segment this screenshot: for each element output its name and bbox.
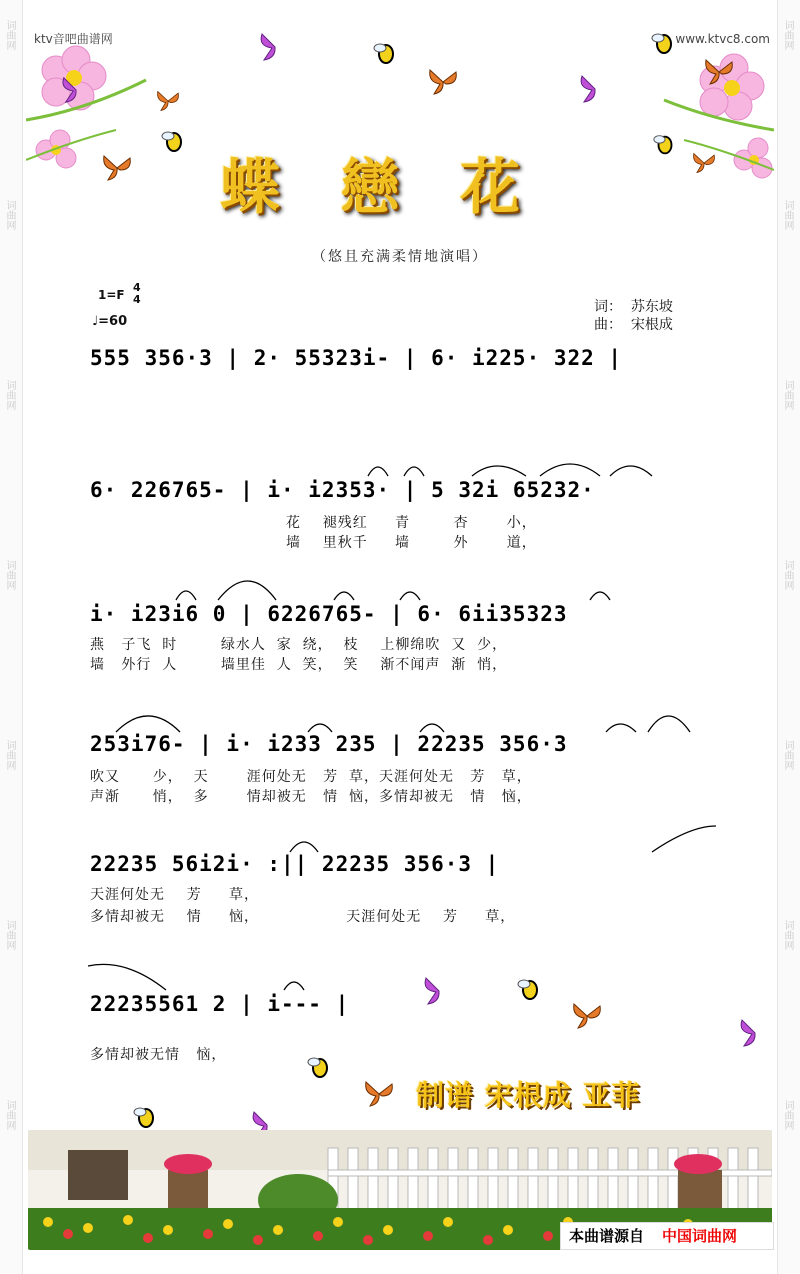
side-watermark: 词曲网 bbox=[782, 1100, 793, 1130]
lyric-line: 花 褪残红 青 杏 小， bbox=[286, 515, 537, 531]
arranger-banner: 制谱 宋根成 亚菲 bbox=[416, 1079, 641, 1112]
butterfly-icon bbox=[422, 974, 456, 1008]
bee-icon bbox=[372, 40, 400, 68]
site-watermark-left: ktv音吧曲谱网 bbox=[34, 32, 113, 46]
side-watermark: 词曲网 bbox=[782, 20, 793, 50]
side-watermark: 词曲网 bbox=[782, 380, 793, 410]
page-title: 蝶戀花 bbox=[220, 153, 580, 223]
bee-icon bbox=[306, 1054, 334, 1082]
butterfly-icon bbox=[156, 90, 180, 112]
butterfly-icon bbox=[572, 1002, 602, 1030]
notation-row: 6· 226765- | i· i2353· | 5 32i 65232· bbox=[90, 478, 595, 502]
butterfly-icon bbox=[258, 30, 292, 64]
side-watermark: 词曲网 bbox=[4, 740, 15, 770]
time-signature bbox=[133, 282, 141, 306]
lyricist: 词： 苏东坡 bbox=[594, 299, 673, 315]
notation-row: 253i76- | i· i233 235 | 22235 356·3 bbox=[90, 732, 568, 756]
bee-icon bbox=[650, 30, 678, 58]
lyric-line: 墙 外行 人 墙里佳 人 笑， 笑 渐不闻声 渐 悄， bbox=[90, 657, 508, 673]
lyric-line: 多情却被无 情 恼， 天涯何处无 芳 草， bbox=[90, 909, 516, 925]
lyric-line: 吹又 少， 天 涯何处无 芳 草，天涯何处无 芳 草， bbox=[90, 769, 532, 785]
butterfly-icon bbox=[60, 74, 92, 106]
side-watermark: 词曲网 bbox=[782, 560, 793, 590]
side-watermark: 词曲网 bbox=[782, 740, 793, 770]
butterfly-icon bbox=[704, 58, 734, 86]
notation-row: 555 356·3 | 2· 55323i- | 6· i225· 322 | bbox=[90, 346, 623, 370]
credits bbox=[594, 298, 673, 334]
bee-icon bbox=[516, 976, 544, 1004]
side-watermark: 词曲网 bbox=[4, 920, 15, 950]
lyric-line: 墙 里秋千 墙 外 道， bbox=[286, 535, 537, 551]
side-watermark: 词曲网 bbox=[4, 380, 15, 410]
side-watermark: 词曲网 bbox=[4, 1100, 15, 1130]
notation-row: 22235561 2 | i--- | bbox=[90, 992, 350, 1016]
performance-direction: （悠且充满柔情地演唱） bbox=[312, 249, 488, 265]
source-attribution bbox=[560, 1222, 774, 1250]
source-site-link[interactable]: 中国词曲网 bbox=[662, 1227, 738, 1245]
side-watermark: 词曲网 bbox=[4, 20, 15, 50]
source-prefix: 本曲谱源自 bbox=[569, 1227, 645, 1245]
side-watermark: 词曲网 bbox=[4, 560, 15, 590]
butterfly-icon bbox=[578, 72, 612, 106]
site-watermark-right: www.ktvc8.com bbox=[675, 32, 770, 46]
bee-icon bbox=[132, 1104, 160, 1132]
butterfly-icon bbox=[738, 1016, 772, 1050]
lyric-line: 多情却被无情 恼， bbox=[90, 1047, 227, 1063]
key-signature: 1=F bbox=[98, 288, 125, 302]
side-watermark: 词曲网 bbox=[782, 200, 793, 230]
butterfly-icon bbox=[364, 1080, 394, 1108]
time-signature-top: 4 bbox=[133, 281, 141, 294]
lyric-line: 声渐 悄， 多 情却被无 情 恼，多情却被无 情 恼， bbox=[90, 789, 532, 805]
side-watermark: 词曲网 bbox=[4, 200, 15, 230]
time-signature-bottom: 4 bbox=[133, 293, 141, 306]
lyric-line: 燕 子飞 时 绿水人 家 绕， 枝 上柳绵吹 又 少， bbox=[90, 637, 508, 653]
quarter-note-icon: ♩ bbox=[92, 314, 99, 329]
composer: 曲： 宋根成 bbox=[594, 317, 673, 333]
tempo-value: =60 bbox=[98, 314, 128, 329]
tempo-marking bbox=[92, 314, 127, 329]
notation-row: i· i23i6 0 | 6226765- | 6· 6ii35323 bbox=[90, 602, 568, 626]
side-watermark: 词曲网 bbox=[782, 920, 793, 950]
lyric-line: 天涯何处无 芳 草， bbox=[90, 887, 260, 903]
notation-row: 22235 56i2i· :|| 22235 356·3 | bbox=[90, 852, 500, 876]
butterfly-icon bbox=[428, 68, 458, 96]
